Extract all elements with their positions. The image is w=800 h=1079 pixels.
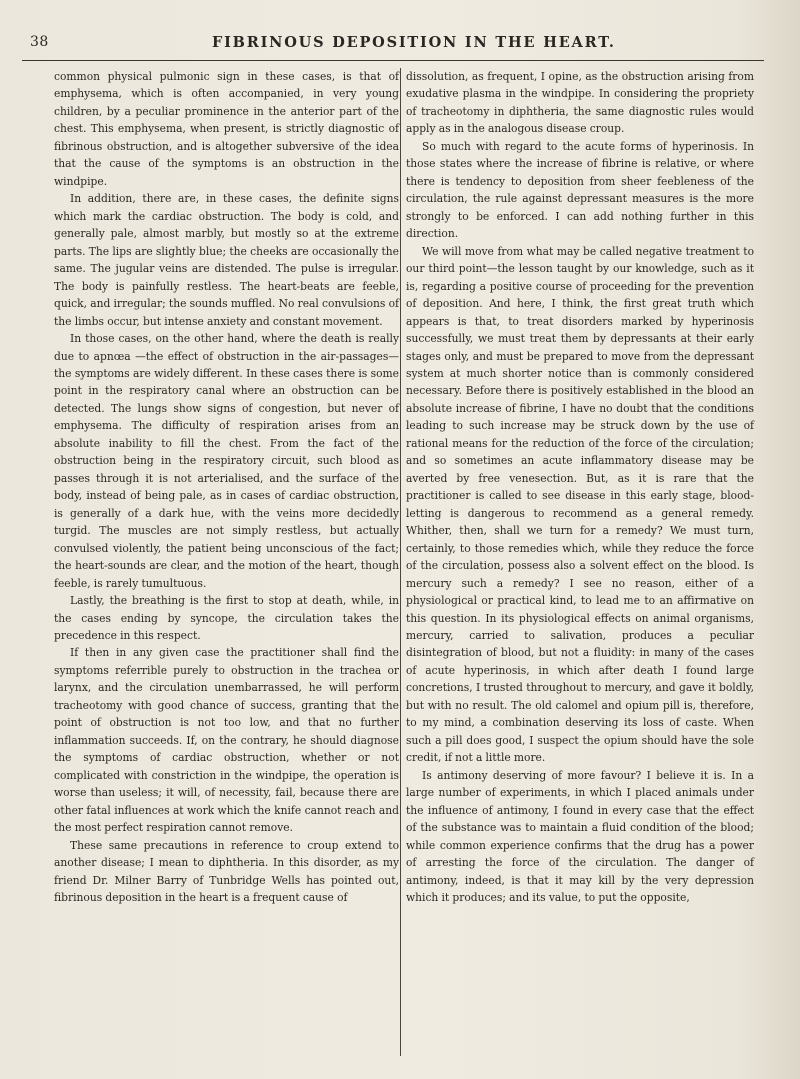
paragraph: If then in any given case the practitioner shall find the symptoms referrible purely to obstruction in the trachea or larynx, and the circulation unembarrassed, he will perform tracheotomy with good chance of success, granting that the point of obstruction is not too low, and that no further inflammation succeeds. If, on the contrary, he should diagnose the symptoms of cardiac obstruction, whether or not complicated with constriction in the windpipe, the operation is worse than useless; it will, of necessity, fail, because there are other fatal influences at work which the knife cannot reach and the most perfect respiration cannot remove. [54, 646, 399, 835]
left-column [54, 68, 399, 907]
page-header [22, 20, 764, 61]
page-number: 38 [30, 34, 49, 50]
paragraph: Is antimony deserving of more favour? I believe it is. In a large number of experiments, in which I placed animals under the influence of antimony, I found in every case that the effect of the substance was to maintain a fluid condition of the blood; while common experience confirms that the drug has a power of arresting the force of the circulation. The danger of antimony, indeed, is that it may kill by the very depression which it produces; and its value, to put the opposite, [406, 768, 754, 905]
paragraph: These same precautions in reference to croup extend to another disease; I mean to diphtheria. In this disorder, as my friend Dr. Milner Barry of Tunbridge Wells has pointed out, fibrinous deposition in the heart is a frequent cause of [54, 838, 399, 905]
paragraph: So much with regard to the acute forms of hyperinosis. In those states where the increase of fibrine is relative, or where there is tendency to deposition from sheer feebleness of the circulation, the rule against depressant measures is the more strongly to be enforced. I can add nothing further in this direction. [406, 139, 754, 241]
paragraph: We will move from what may be called negative treatment to our third point—the lesson taught by our knowledge, such as it is, regarding a positive course of proceeding for the prevention of deposition. And here, I think, the first great truth which appears is that, to treat disorders marked by hyperinosis successfully, we must treat them by depressants at their early stages only, and must be prepared to move from the depressant system at much shorter notice than is commonly considered necessary. Before there is positively established in the blood an absolute increase of fibrine, I have no doubt that the conditions leading to such increase may be struck down by the use of rational means for the reduction of the force of the circulation; and so sometimes an acute inflammatory disease may be averted by free venesection. But, as it is rare that the practitioner is called to see disease in this early stage, blood-letting is dangerous to recommend as a general remedy. Whither, then, shall we turn for a remedy? We must turn, certainly, to those remedies which, while they reduce the force of the circulation, possess also a solvent effect on the blood. Is mercury such a remedy? I see no reason, either of a physiological or practical kind, to lead me to an affirmative on this question. In its physiological effects on animal organisms, mercury, carried to salivation, produces a peculiar disintegration of blood, but not a fluidity: in many of the cases of acute hyperinosis, in which after death I found large concretions, I trusted throughout to mercury, and gave it boldly, but with no result. The old calomel and opium pill is, therefore, to my mind, a combination deserving its loss of caste. When such a pill does good, I suspect the opium should have the sole credit, if not a little more. [406, 244, 754, 765]
right-column [406, 68, 754, 907]
paragraph: In addition, there are, in these cases, the definite signs which mark the cardiac obstruction. The body is cold, and generally pale, almost marbly, but mostly so at the extreme parts. The lips are slightly blue; the cheeks are occasionally the same. The jugular veins are distended. The pulse is irregular. The body is painfully restless. The heart-beats are feeble, quick, and irregular; the sounds muffled. No real convulsions of the limbs occur, but intense anxiety and constant movement. [54, 192, 399, 328]
column-divider [400, 68, 401, 1056]
paragraph: dissolution, as frequent, I opine, as the obstruction arising from exudative plasma in the windpipe. In considering the propriety of tracheotomy in diphtheria, the same diagnostic rules would apply as in the analogous disease croup. [406, 70, 754, 136]
running-title: FIBRINOUS DEPOSITION IN THE HEART. [212, 34, 616, 51]
paragraph: common physical pulmonic sign in these cases, is that of emphysema, which is often accompanied, in very young children, by a peculiar prominence in the anterior part of the chest. This emphysema, when present, is strictly diagnostic of fibrinous obstruction, and is altogether subversive of the idea that the cause of the symptoms is an obstruction in the windpipe. [54, 70, 399, 188]
paragraph: Lastly, the breathing is the first to stop at death, while, in the cases ending by syncope, the circulation takes the precedence in this respect. [54, 594, 399, 642]
paragraph: In those cases, on the other hand, where the death is really due to apnœa —the effect of obstruction in the air-passages— the symptoms are widely different. In these cases there is some point in the respiratory canal where an obstruction can be detected. The lungs show signs of congestion, but never of emphysema. The difficulty of respiration arises from an absolute inability to fill the chest. From the fact of the obstruction being in the respiratory circuit, such blood as passes through it is not arterialised, and the surface of the body, instead of being pale, as in cases of cardiac obstruction, is generally of a dark hue, with the veins more decidedly turgid. The muscles are not simply restless, but actually convulsed violently, the patient being unconscious of the fact; the heart-sounds are clear, and the motion of the heart, though feeble, is rarely tumultuous. [54, 332, 399, 590]
